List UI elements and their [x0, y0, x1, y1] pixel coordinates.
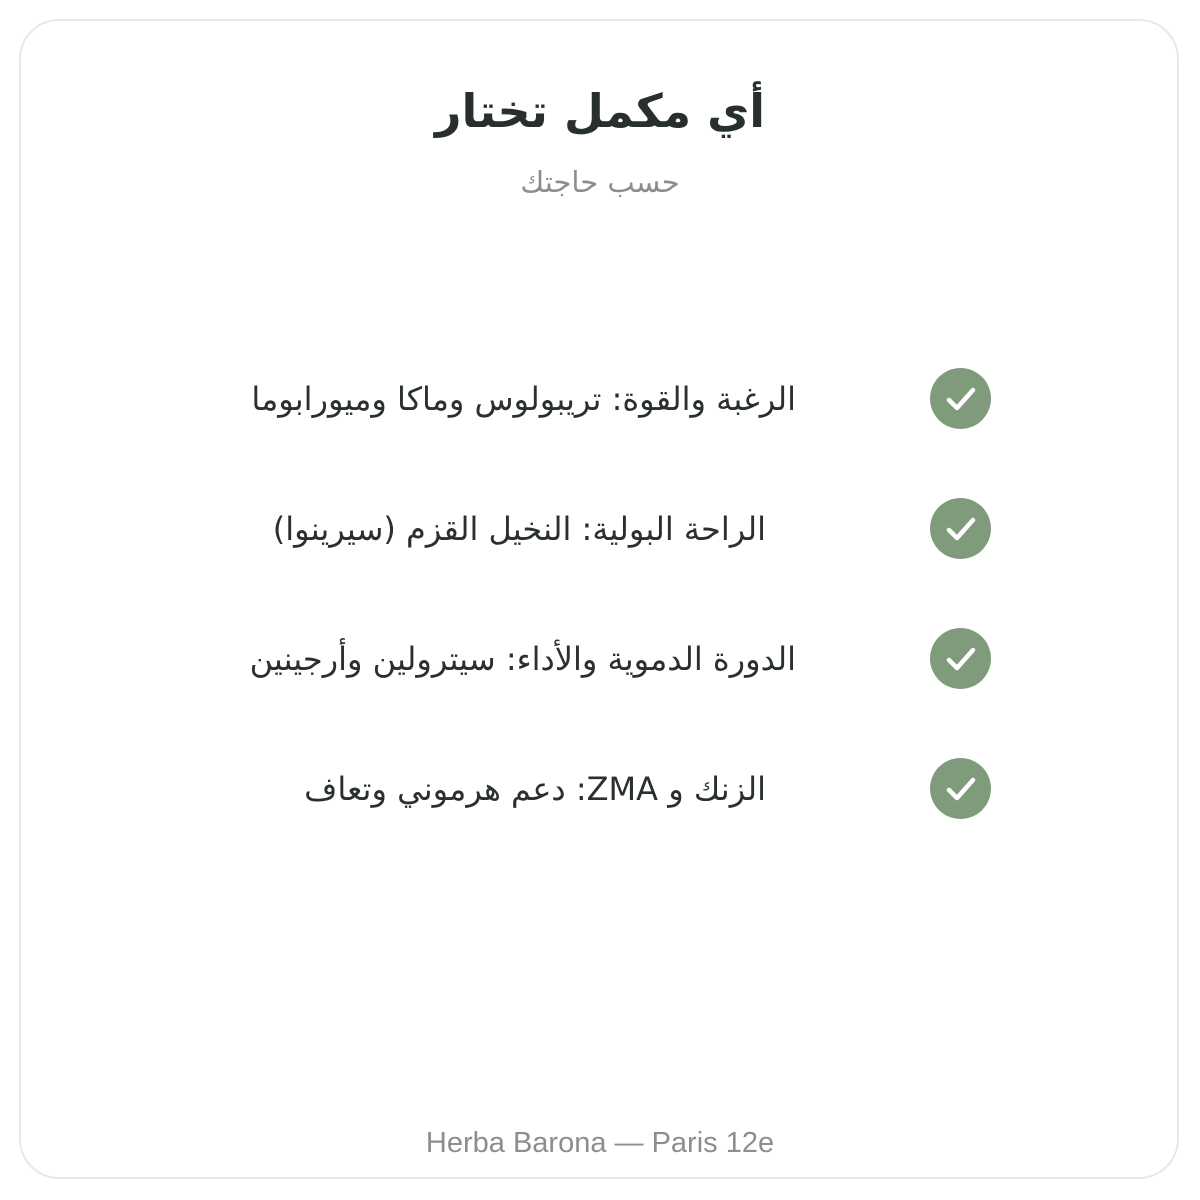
list-item-label: الرغبة والقوة: تريبولوس وماكا وميورابوما	[251, 380, 796, 418]
list-item-label: الراحة البولية: النخيل القزم (سيرينوا)	[272, 510, 766, 548]
check-circle-icon	[930, 498, 991, 559]
list-item-label: الدورة الدموية والأداء: سيترولين وأرجينين	[249, 640, 796, 678]
list-item	[0, 368, 1200, 430]
footer-brand: Herba Barona — Paris 12e	[425, 1127, 775, 1159]
page-title: أي مكمل تختار	[434, 84, 766, 138]
list-item-label: الزنك و ZMA: دعم هرموني وتعاف	[304, 770, 766, 808]
list-item	[0, 758, 1200, 820]
list-item	[0, 628, 1200, 690]
check-circle-icon	[930, 368, 991, 429]
check-circle-icon	[930, 758, 991, 819]
page-subtitle: حسب حاجتك	[520, 165, 680, 199]
check-circle-icon	[930, 628, 991, 689]
list-item	[0, 498, 1200, 560]
